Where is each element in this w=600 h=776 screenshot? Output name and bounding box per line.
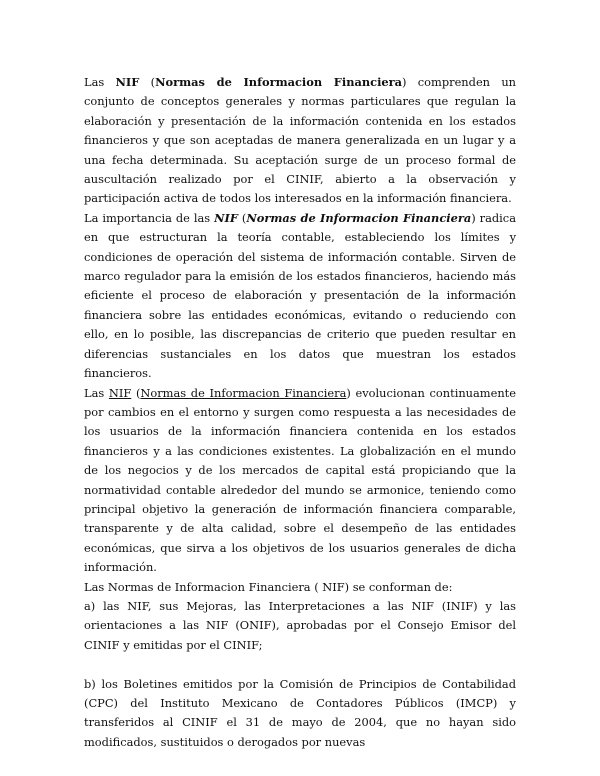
paragraph-nif-composition: Las Normas de Informacion Financiera ( NIF) se conforman de: <box>84 579 453 594</box>
paragraph-spacer <box>84 655 516 674</box>
text-segment: Las <box>84 385 109 400</box>
paragraph-nif-importance <box>84 209 516 384</box>
text-segment: ) comprenden un conjunto de conceptos generales y normas particulares que regulan la elaboración y presentación de la información contenida en los estados financieros y que son aceptadas de manera generalizada en un lugar y a una fecha determinada. Su aceptación surge de un proceso formal de auscultación realizado por el CINIF, abierto a la observación y participación activa de todos los interesados en la información financiera. <box>84 75 516 206</box>
nif-term: NIF <box>214 210 238 225</box>
nif-term: NIF <box>115 75 140 89</box>
nif-full-name: Normas de Informacion Financiera <box>140 385 347 400</box>
document-page <box>84 73 516 752</box>
list-item-b: b) los Boletines emitidos por la Comisión de Principios de Contabilidad (CPC) del Instituto Mexicano de Contadores Públicos (IMCP) y transferidos al CINIF el 31 de mayo de 2004, que no hayan sido modificados, sustituidos o derogados por nuevas <box>84 676 516 749</box>
paragraph-nif-evolution <box>84 384 516 578</box>
text-segment: ( <box>237 210 247 225</box>
nif-full-name: Normas de Informacion Financiera <box>155 75 403 89</box>
text-segment: ( <box>139 75 156 89</box>
text-segment: ( <box>131 385 141 400</box>
text-segment: ) radica en que estructuran la teoría contable, estableciendo los límites y condiciones de operación del sistema de información contable. Sirven de marco regulador para la emisión de los estados financieros, haciendo más eficiente el proceso de elaboración y presentación de la información financiera sobre las entidades económicas, evitando o reduciendo con ello, en lo posible, las discrepancias de criterio que pueden resultar en diferencias sustanciales en los datos que muestran los estados financieros. <box>84 210 516 381</box>
list-item-a: a) las NIF, sus Mejoras, las Interpretaciones a las NIF (INIF) y las orientaciones a las NIF (ONIF), aprobadas por el Consejo Emisor del CINIF y emitidas por el CINIF; <box>84 598 516 652</box>
text-segment: La importancia de las <box>84 210 215 225</box>
nif-term: NIF <box>108 385 132 400</box>
text-segment: ) evolucionan continuamente por cambios en el entorno y surgen como respuesta a las necesidades de los usuarios de la información financiera contenida en los estados financieros y a las condiciones existentes. La globalización en el mundo de los negocios y de los mercados de capital está propiciando que la normatividad contable alrededor del mundo se armonice, teniendo como principal objetivo la generación de información financiera comparable, transparente y de alta calidad, sobre el desempeño de las entidades económicas, que sirva a los objetivos de los usuarios generales de dicha información. <box>84 385 516 575</box>
text-segment: Las <box>84 75 116 89</box>
nif-full-name: Normas de Informacion Financiera <box>246 210 472 225</box>
paragraph-nif-definition <box>84 73 516 209</box>
